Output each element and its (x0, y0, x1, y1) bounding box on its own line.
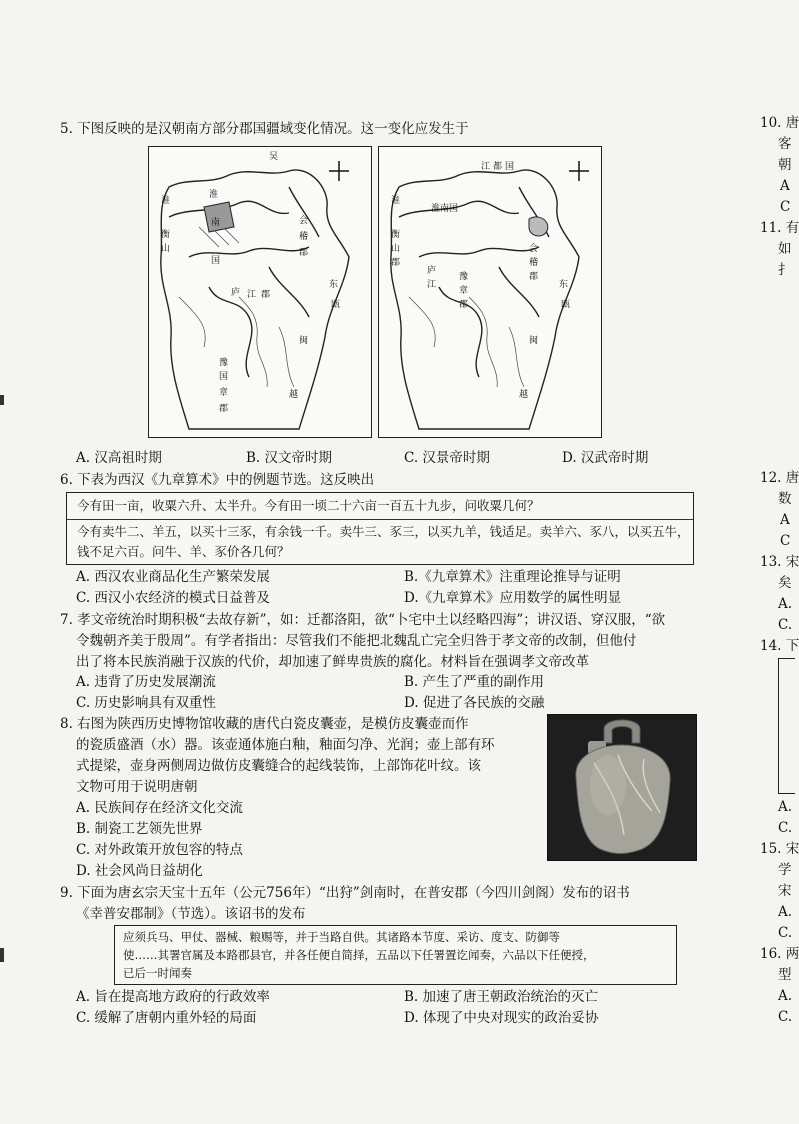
q8-line: 式提梁，壶身两侧周边做仿皮囊缝合的起线装饰，上部饰花叶纹。该 (76, 758, 481, 774)
right-fragment: A. (778, 904, 793, 920)
q6-table-row: 今有田一亩，收粟六升、太半升。今有田一顷二十六亩一百五十九步，问收粟几何？ (77, 498, 540, 513)
svg-text:瓯: 瓯 (331, 300, 341, 310)
right-fragment: C. (778, 1009, 793, 1025)
q6-stem: 6. 下表为西汉《九章算术》中的例题节选。这反映出 (60, 472, 375, 488)
q8-line: 的瓷质盛酒（水）器。该壶通体施白釉，釉面匀净、光润；壶上部有环 (76, 737, 495, 753)
right-fragment: 学 (778, 862, 792, 878)
q8-line: 文物可用于说明唐朝 (76, 779, 198, 795)
svg-text:章: 章 (219, 388, 229, 398)
svg-text:国: 国 (219, 372, 229, 382)
svg-text:章: 章 (459, 286, 469, 296)
svg-text:郡: 郡 (219, 404, 229, 414)
svg-text:稽: 稽 (529, 258, 539, 268)
right-fragment: A. (778, 596, 793, 612)
q6-table (66, 492, 694, 565)
q9-edict-line: 使……其署官属及本路郡县官，并各任便自简择，五品以下任署置讫闻奏，六品以下任便授， (123, 948, 595, 962)
q9-option-c[interactable]: C. 缓解了唐朝内重外轻的局面 (76, 1010, 257, 1026)
right-fragment: A (780, 512, 790, 528)
map-right (378, 146, 602, 438)
right-fragment: 矣 (778, 575, 792, 591)
right-fragment: C (780, 199, 791, 215)
q6-table-line: 钱不足六百。问牛、羊、豕价各几何？ (77, 544, 290, 559)
svg-text:郡: 郡 (261, 290, 271, 300)
right-fragment: 13. 宋 (760, 554, 799, 570)
svg-text:越: 越 (519, 390, 529, 400)
svg-text:衡: 衡 (161, 230, 171, 240)
svg-text:淮南国: 淮南国 (431, 204, 459, 214)
svg-text:闽: 闽 (299, 336, 309, 346)
q7-line: 7. 孝文帝统治时期积极“去故存新”，如：迁都洛阳，欲“卜宅中土以经略四海”；讲汉语、穿汉服，“欲 (60, 612, 666, 628)
porcelain-pot-illustration (548, 715, 696, 860)
svg-text:会: 会 (299, 216, 309, 226)
binding-mark (0, 395, 4, 405)
q6-option-b[interactable]: B.《九章算术》注重理论推导与证明 (404, 569, 621, 585)
q6-table-row (67, 519, 693, 564)
right-fragment: 数 (778, 491, 792, 507)
map-left-svg (149, 147, 371, 437)
q8-option-d[interactable]: D. 社会风尚日益胡化 (76, 863, 203, 879)
svg-text:山: 山 (161, 244, 171, 254)
svg-text:闽: 闽 (529, 336, 539, 346)
q6-option-a[interactable]: A. 西汉农业商品化生产繁荣发展 (76, 569, 270, 585)
right-fragment: C. (778, 617, 793, 633)
svg-text:庐: 庐 (231, 288, 241, 298)
right-fragment: 15. 宋 (760, 841, 799, 857)
svg-text:庐: 庐 (427, 266, 437, 276)
right-fragment: C. (778, 820, 793, 836)
svg-text:淮: 淮 (209, 190, 219, 200)
right-fragment: 型 (778, 967, 792, 983)
q6-table-line: 今有卖牛二、羊五，以买十三豕，有余钱一千。卖牛三、豕三，以买九羊，钱适足。卖羊六、豕八，以买五牛， (77, 524, 690, 539)
q5-option-a[interactable]: A. 汉高祖时期 (76, 450, 162, 466)
svg-text:衡: 衡 (391, 230, 401, 240)
right-fragment: 14. 下 (760, 638, 799, 654)
right-fragment: 10. 唐 (760, 115, 799, 131)
q8-option-b[interactable]: B. 制瓷工艺领先世界 (76, 821, 203, 837)
map-right-svg (379, 147, 601, 437)
q8-option-c[interactable]: C. 对外政策开放包容的特点 (76, 842, 243, 858)
svg-text:吴: 吴 (269, 152, 279, 162)
svg-text:郡: 郡 (459, 300, 469, 310)
svg-text:南: 南 (211, 218, 221, 228)
right-fragment: C (780, 533, 791, 549)
svg-text:豫: 豫 (219, 358, 229, 368)
svg-text:山: 山 (391, 244, 401, 254)
svg-text:都: 都 (493, 162, 503, 172)
map-left (148, 146, 372, 438)
right-fragment: 如 (778, 241, 792, 257)
right-fragment: 客 (778, 136, 792, 152)
q5-option-c[interactable]: C. 汉景帝时期 (404, 450, 490, 466)
q5-stem: 5. 下图反映的是汉朝南方部分郡国疆域变化情况。这一变化应发生于 (60, 121, 469, 137)
right-fragment: A. (778, 799, 793, 815)
q7-line: 令魏朝齐美于殷周”。有学者指出：尽管我们不能把北魏乱亡完全归咎于孝文帝的改制，但他付 (76, 633, 637, 649)
q7-option-c[interactable]: C. 历史影响具有双重性 (76, 695, 216, 711)
svg-text:江: 江 (481, 162, 491, 172)
q9-option-b[interactable]: B. 加速了唐王朝政治统治的灭亡 (404, 989, 599, 1005)
right-fragment: 11. 有 (760, 220, 799, 236)
svg-text:东: 东 (329, 280, 339, 290)
svg-text:江: 江 (427, 280, 437, 290)
svg-text:越: 越 (289, 390, 299, 400)
svg-text:国: 国 (505, 162, 515, 172)
q9-option-d[interactable]: D. 体现了中央对现实的政治妥协 (404, 1010, 599, 1026)
q7-option-d[interactable]: D. 促进了各民族的交融 (404, 695, 545, 711)
q9-edict-line: 已后一时闻奏 (123, 966, 192, 980)
svg-text:郡: 郡 (391, 258, 401, 268)
q6-option-d[interactable]: D.《九章算术》应用数学的属性明显 (404, 590, 622, 606)
svg-text:豫: 豫 (459, 272, 469, 282)
q9-line: 9. 下面为唐玄宗天宝十五年（公元756年）“出狩”剑南时，在普安郡（今四川剑阁）发布的诏书 (60, 885, 630, 901)
right-fragment: A. (778, 988, 793, 1004)
svg-text:江: 江 (247, 290, 257, 300)
q6-option-c[interactable]: C. 西汉小农经济的模式日益普及 (76, 590, 270, 606)
q5-option-b[interactable]: B. 汉文帝时期 (246, 450, 333, 466)
right-fragment: A (780, 178, 790, 194)
right-table-fragment (778, 658, 795, 794)
svg-text:郡: 郡 (529, 272, 539, 282)
svg-text:淮: 淮 (161, 196, 171, 206)
q5-option-d[interactable]: D. 汉武帝时期 (562, 450, 649, 466)
q9-edict-box (114, 925, 677, 985)
svg-text:国: 国 (211, 256, 221, 266)
right-fragment: 朝 (778, 157, 792, 173)
q7-option-b[interactable]: B. 产生了严重的副作用 (404, 674, 545, 690)
q9-option-a[interactable]: A. 旨在提高地方政府的行政效率 (76, 989, 270, 1005)
svg-text:稽: 稽 (299, 232, 309, 242)
porcelain-pot-photo (547, 714, 697, 861)
q7-line: 出了将本民族消融于汉族的代价，却加速了鲜卑贵族的腐化。材料旨在强调孝文帝改革 (76, 654, 589, 670)
svg-text:淮: 淮 (391, 196, 401, 206)
right-fragment: 12. 唐 (760, 470, 799, 486)
binding-mark (0, 948, 4, 962)
q9-edict-line: 应须兵马、甲仗、器械、粮赐等，并于当路自供。其诸路本节度、采访、度支、防御等 (123, 930, 560, 944)
q9-line: 《幸普安郡制》（节选）。该诏书的发布 (76, 906, 306, 922)
svg-text:瓯: 瓯 (561, 300, 571, 310)
q8-option-a[interactable]: A. 民族间存在经济文化交流 (76, 800, 243, 816)
right-fragment: 16. 两 (760, 946, 799, 962)
svg-text:郡: 郡 (299, 248, 309, 258)
svg-text:东: 东 (559, 280, 569, 290)
svg-text:会: 会 (529, 244, 539, 254)
q8-line: 8. 右图为陕西历史博物馆收藏的唐代白瓷皮囊壶，是模仿皮囊壶而作 (60, 716, 469, 732)
right-fragment: 扌 (778, 262, 792, 278)
q7-option-a[interactable]: A. 违背了历史发展潮流 (76, 674, 216, 690)
right-fragment: 宋 (778, 883, 792, 899)
right-fragment: C. (778, 925, 793, 941)
